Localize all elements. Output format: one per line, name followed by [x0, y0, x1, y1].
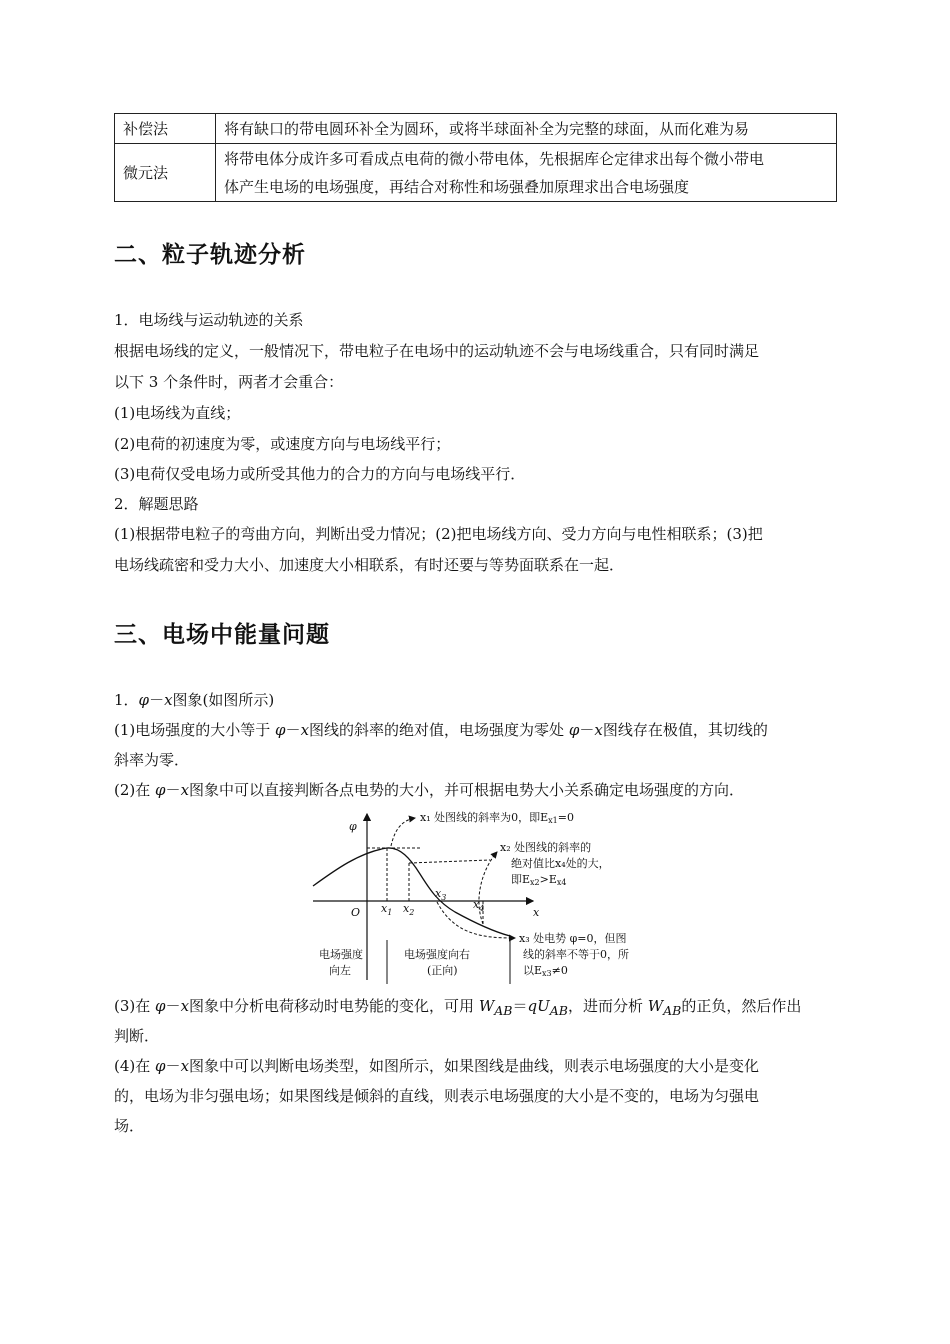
phi-x-graph — [305, 808, 650, 990]
tick-x4: $x_4$ — [473, 898, 485, 913]
method-name: 补偿法 — [115, 114, 216, 144]
note-x1: x₁ 处图线的斜率为0，即Ex1=0 — [420, 811, 574, 825]
text-fragment: ，进而分析 — [567, 997, 648, 1015]
text-fragment: 图线的斜率的绝对值，电场强度为零处 — [309, 721, 569, 739]
phi-x-figure — [305, 808, 650, 990]
table-row — [115, 114, 837, 144]
text-fragment: ＝ — [512, 997, 528, 1015]
text-fragment: － — [165, 781, 181, 799]
condition-item: (1)电场线为直线； — [114, 404, 241, 422]
method-desc-line: 将有缺口的带电圆环补全为圆环，或将半球面补全为完整的球面，从而化难为易 — [224, 119, 750, 138]
phi-curve — [313, 848, 510, 936]
x-symbol: x — [300, 721, 310, 739]
x-symbol: x — [180, 997, 190, 1015]
condition-item: (2)电荷的初速度为零，或速度方向与电场线平行； — [114, 435, 451, 453]
condition-item: (3)电荷仅受电场力或所受其他力的合力的方向与电场线平行． — [114, 465, 526, 483]
tick-x3: $x_3$ — [435, 887, 447, 902]
y-axis-label: φ — [349, 820, 357, 833]
paragraph-line: 斜率为零． — [114, 751, 190, 769]
paragraph-line: 根据电场线的定义，一般情况下，带电粒子在电场中的运动轨迹不会与电场线重合，只有同时满足 — [114, 342, 760, 360]
text-fragment: (1)电场强度的大小等于 — [114, 721, 276, 739]
paragraph-line: 判断． — [114, 1027, 160, 1045]
paragraph-line: 的，电场为非匀强电场；如果图线是倾斜的直线，则表示电场强度的大小是不变的，电场为匀强电 — [114, 1087, 760, 1105]
tick-x1: $x_1$ — [381, 902, 393, 917]
text-fragment: 的正负，然后作出 — [681, 997, 802, 1015]
method-name: 微元法 — [115, 144, 216, 202]
phi-symbol: φ — [275, 721, 286, 739]
callout-arrow-x2 — [479, 852, 497, 924]
phi-symbol: φ — [155, 997, 166, 1015]
phi-symbol: φ — [155, 781, 166, 799]
ab-subscript: AB — [549, 1003, 568, 1018]
phi-symbol: φ — [568, 721, 580, 739]
text-fragment: － — [165, 997, 181, 1015]
method-desc — [216, 144, 837, 202]
methods-table — [114, 113, 837, 202]
subsection-title: 1．电场线与运动轨迹的关系 — [114, 311, 304, 329]
table-row — [115, 144, 837, 202]
x-symbol: x — [180, 1057, 190, 1075]
text-fragment: － — [149, 691, 165, 709]
paragraph-line: (1)根据带电粒子的弯曲方向，判断出受力情况；(2)把电场线方向、受力方向与电性相联系；(3)把 — [114, 525, 763, 543]
note-x2-line2: 绝对值比x₄处的大， — [511, 857, 610, 870]
method-desc-line: 将带电体分成许多可看成点电荷的微小带电体，先根据库仑定律求出每个微小带电 — [224, 149, 765, 168]
ab-subscript: AB — [663, 1003, 682, 1018]
u-symbol: U — [537, 997, 550, 1015]
tick-x2: $x_2$ — [403, 902, 415, 917]
right-region-label-line2: (正向) — [427, 964, 458, 977]
method-desc-line: 体产生电场的电场强度，再结合对称性和场强叠加原理求出合电场强度 — [224, 177, 690, 196]
text-fragment: 1． — [114, 691, 139, 709]
section-heading: 三、电场中能量问题 — [114, 622, 330, 648]
text-fragment: － — [285, 721, 301, 739]
paragraph-line — [114, 996, 838, 1021]
text-fragment: 图象中可以直接判断各点电势的大小，并可根据电势大小关系确定电场强度的方向． — [189, 781, 745, 799]
text-fragment: (4)在 — [114, 1057, 156, 1075]
w-symbol: W — [647, 997, 664, 1015]
paragraph-line — [114, 720, 838, 740]
paragraph-line: 场． — [114, 1117, 145, 1135]
text-fragment: 图象中可以判断电场类型，如图所示，如果图线是曲线，则表示电场强度的大小是变化 — [189, 1057, 760, 1075]
text-fragment: (2)在 — [114, 781, 156, 799]
paragraph-line — [114, 1056, 838, 1076]
x-symbol: x — [164, 691, 173, 709]
phi-symbol: φ — [155, 1057, 166, 1075]
note-x2-line3: 即Ex2>Ex4 — [511, 873, 567, 887]
method-desc — [216, 114, 837, 144]
x-symbol: x — [594, 721, 603, 739]
note-x2-line1: x₂ 处图线的斜率的 — [500, 841, 592, 854]
q-symbol: q — [527, 997, 538, 1015]
text-fragment: (3)在 — [114, 997, 156, 1015]
text-fragment: 图象中分析电荷移动时电势能的变化，可用 — [189, 997, 479, 1015]
callout-arrow-x1 — [391, 818, 415, 846]
subsection-title — [114, 690, 838, 710]
subsection-title: 2．解题思路 — [114, 495, 199, 513]
note-x3-line1: x₃ 处电势 φ=0，但图 — [519, 932, 627, 945]
text-fragment: － — [579, 721, 595, 739]
x-symbol: x — [180, 781, 190, 799]
w-symbol: W — [478, 997, 495, 1015]
section-heading: 二、粒子轨迹分析 — [114, 242, 306, 268]
ab-subscript: AB — [494, 1003, 513, 1018]
note-x3-line2: 线的斜率不等于0，所 — [523, 948, 629, 961]
origin-label: O — [351, 906, 361, 919]
paragraph-line: 电场线疏密和受力大小、加速度大小相联系，有时还要与等势面联系在一起． — [114, 556, 625, 574]
text-fragment: 图象(如图所示) — [172, 691, 275, 709]
text-fragment: － — [165, 1057, 181, 1075]
note-x3-line3: 以Ex3≠0 — [523, 964, 568, 978]
x-axis-label: x — [533, 906, 540, 919]
left-region-label-line2: 向左 — [329, 964, 351, 977]
x2-tangent-line — [409, 860, 490, 863]
right-region-label-line1: 电场强度向右 — [404, 948, 470, 961]
paragraph-line: 以下 3 个条件时，两者才会重合： — [114, 373, 344, 391]
text-fragment: 图线存在极值，其切线的 — [602, 721, 768, 739]
left-region-label-line1: 电场强度 — [319, 948, 363, 961]
paragraph-line — [114, 780, 838, 800]
phi-symbol: φ — [138, 691, 150, 709]
